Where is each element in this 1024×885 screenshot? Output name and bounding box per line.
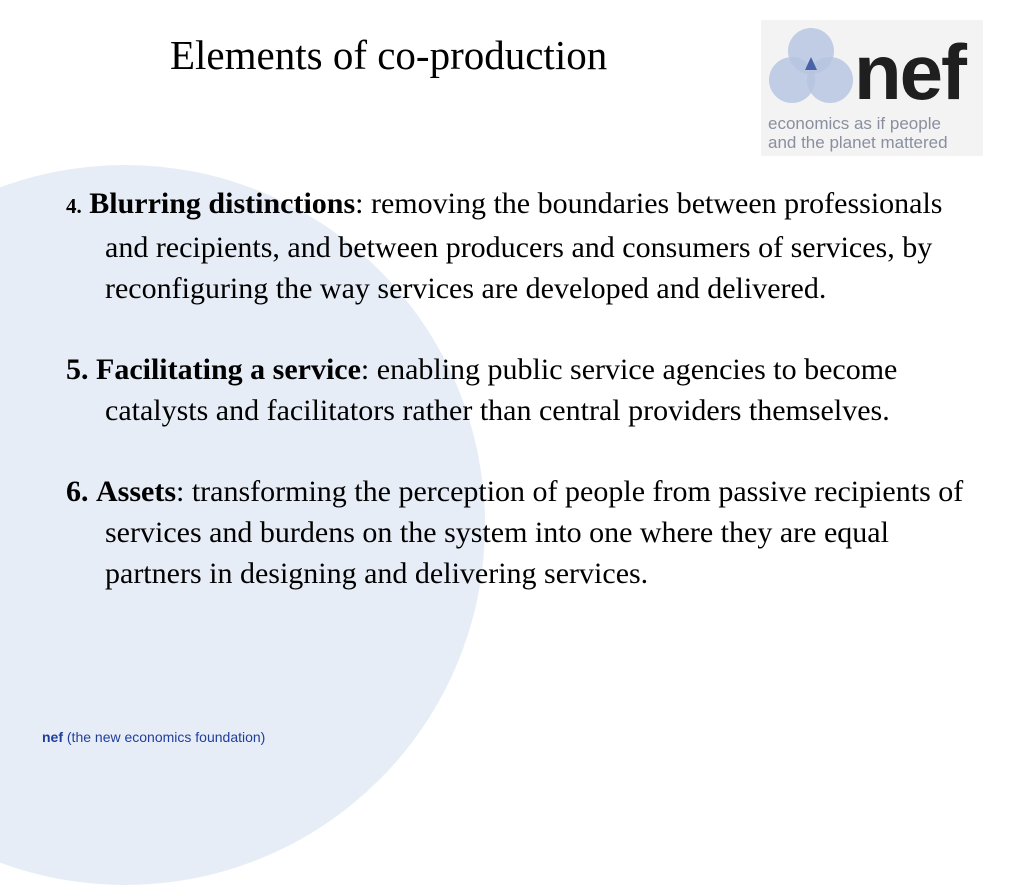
footer — [42, 729, 265, 745]
venn-circles-icon — [765, 24, 857, 116]
point-blurring-distinctions — [66, 183, 966, 309]
points-list — [66, 183, 966, 594]
point-number: 5. — [66, 353, 89, 386]
logo-wordmark: nef — [854, 28, 965, 116]
point-assets — [66, 471, 966, 594]
point-text: : removing the boundaries between professionals and recipients, and between producers and consumers of services, by reconfiguring the way services are developed and delivered. — [105, 187, 943, 305]
point-number: 4. — [66, 194, 82, 218]
point-text: : transforming the perception of people from passive recipients of services and burdens on the system into one where they are equal partners in designing and delivering services. — [105, 475, 964, 590]
point-text: : enabling public service agencies to become catalysts and facilitators rather than central providers themselves. — [105, 353, 898, 427]
logo-tagline — [768, 114, 948, 152]
point-term: Assets — [96, 475, 176, 508]
footer-text: (the new economics foundation) — [63, 729, 266, 745]
logo-tagline-line1: economics as if people — [768, 114, 941, 133]
slide-title: Elements of co-production — [170, 32, 608, 78]
point-term: Facilitating a service — [96, 353, 361, 386]
nef-logo — [761, 20, 983, 156]
point-number: 6. — [66, 475, 89, 508]
point-term: Blurring distinctions — [89, 187, 356, 220]
point-facilitating-service — [66, 349, 966, 431]
logo-tagline-line2: and the planet mattered — [768, 133, 948, 152]
footer-brand: nef — [42, 729, 63, 745]
